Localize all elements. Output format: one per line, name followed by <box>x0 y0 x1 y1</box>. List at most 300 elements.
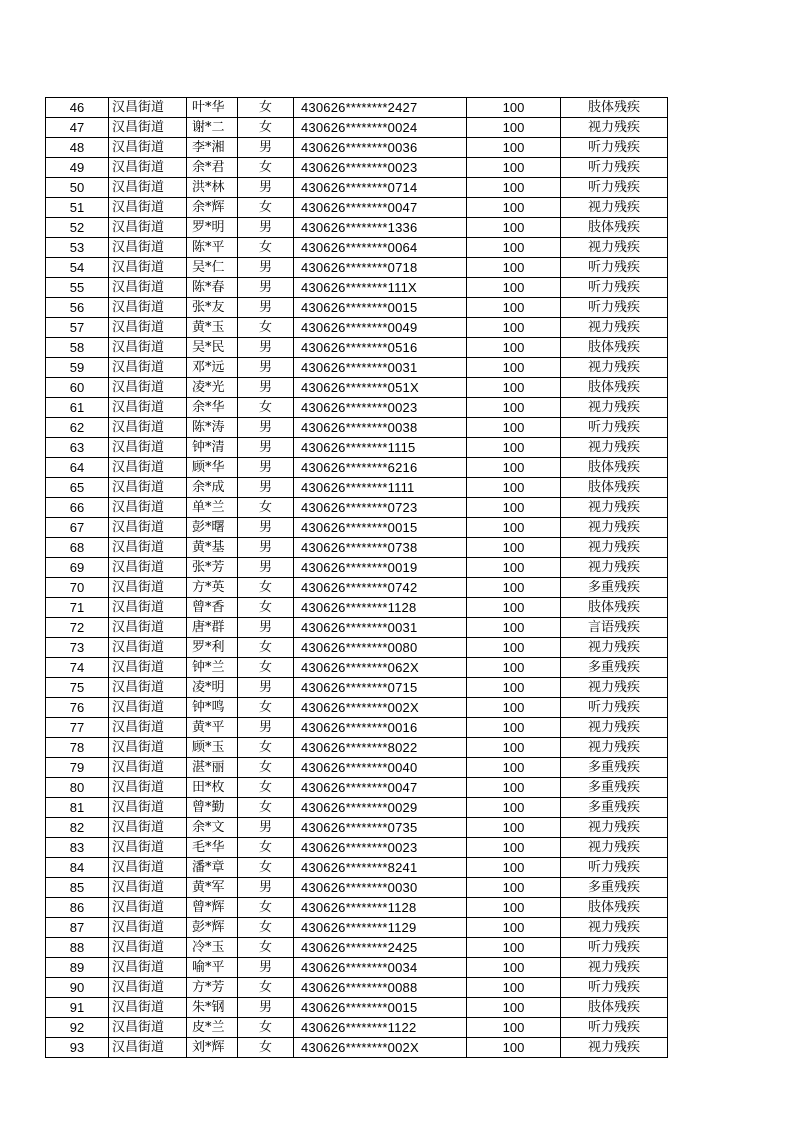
id-number-cell: 430626********0080 <box>294 638 467 658</box>
name-cell: 凌*明 <box>187 678 238 698</box>
gender-cell: 男 <box>238 218 294 238</box>
table-row <box>46 98 668 118</box>
row-number-cell: 83 <box>46 838 109 858</box>
disability-type-cell: 视力残疾 <box>561 818 668 838</box>
gender-cell: 女 <box>238 838 294 858</box>
name-cell: 钟*兰 <box>187 658 238 678</box>
id-number-cell: 430626********0040 <box>294 758 467 778</box>
name-cell: 单*兰 <box>187 498 238 518</box>
amount-cell: 100 <box>467 678 561 698</box>
id-number-cell: 430626********002X <box>294 698 467 718</box>
name-cell: 顾*华 <box>187 458 238 478</box>
row-number-cell: 84 <box>46 858 109 878</box>
amount-cell: 100 <box>467 698 561 718</box>
gender-cell: 男 <box>238 458 294 478</box>
disability-type-cell: 肢体残疾 <box>561 338 668 358</box>
gender-cell: 女 <box>238 1018 294 1038</box>
row-number-cell: 72 <box>46 618 109 638</box>
name-cell: 喻*平 <box>187 958 238 978</box>
row-number-cell: 59 <box>46 358 109 378</box>
gender-cell: 男 <box>238 138 294 158</box>
id-number-cell: 430626********1336 <box>294 218 467 238</box>
row-number-cell: 80 <box>46 778 109 798</box>
amount-cell: 100 <box>467 778 561 798</box>
id-number-cell: 430626********0718 <box>294 258 467 278</box>
disability-type-cell: 视力残疾 <box>561 198 668 218</box>
table-row <box>46 218 668 238</box>
id-number-cell: 430626********0049 <box>294 318 467 338</box>
amount-cell: 100 <box>467 878 561 898</box>
table-row <box>46 238 668 258</box>
disability-type-cell: 听力残疾 <box>561 858 668 878</box>
table-row <box>46 518 668 538</box>
id-number-cell: 430626********0036 <box>294 138 467 158</box>
row-number-cell: 54 <box>46 258 109 278</box>
amount-cell: 100 <box>467 158 561 178</box>
gender-cell: 女 <box>238 158 294 178</box>
name-cell: 毛*华 <box>187 838 238 858</box>
gender-cell: 男 <box>238 418 294 438</box>
name-cell: 余*文 <box>187 818 238 838</box>
street-cell: 汉昌街道 <box>109 678 187 698</box>
disability-type-cell: 肢体残疾 <box>561 898 668 918</box>
name-cell: 邓*远 <box>187 358 238 378</box>
disability-type-cell: 视力残疾 <box>561 678 668 698</box>
name-cell: 陈*平 <box>187 238 238 258</box>
name-cell: 凌*光 <box>187 378 238 398</box>
table-row <box>46 778 668 798</box>
row-number-cell: 79 <box>46 758 109 778</box>
table-row <box>46 598 668 618</box>
name-cell: 洪*林 <box>187 178 238 198</box>
table-row <box>46 558 668 578</box>
name-cell: 刘*辉 <box>187 1038 238 1058</box>
street-cell: 汉昌街道 <box>109 518 187 538</box>
street-cell: 汉昌街道 <box>109 238 187 258</box>
street-cell: 汉昌街道 <box>109 838 187 858</box>
row-number-cell: 48 <box>46 138 109 158</box>
id-number-cell: 430626********0024 <box>294 118 467 138</box>
street-cell: 汉昌街道 <box>109 698 187 718</box>
street-cell: 汉昌街道 <box>109 578 187 598</box>
id-number-cell: 430626********0714 <box>294 178 467 198</box>
amount-cell: 100 <box>467 338 561 358</box>
disability-type-cell: 视力残疾 <box>561 538 668 558</box>
street-cell: 汉昌街道 <box>109 278 187 298</box>
gender-cell: 男 <box>238 718 294 738</box>
disability-type-cell: 多重残疾 <box>561 658 668 678</box>
id-number-cell: 430626********0738 <box>294 538 467 558</box>
amount-cell: 100 <box>467 178 561 198</box>
id-number-cell: 430626********0015 <box>294 998 467 1018</box>
disability-type-cell: 肢体残疾 <box>561 218 668 238</box>
street-cell: 汉昌街道 <box>109 138 187 158</box>
name-cell: 方*英 <box>187 578 238 598</box>
disability-type-cell: 视力残疾 <box>561 1038 668 1058</box>
gender-cell: 女 <box>238 238 294 258</box>
row-number-cell: 47 <box>46 118 109 138</box>
table-row <box>46 918 668 938</box>
table-row <box>46 438 668 458</box>
amount-cell: 100 <box>467 218 561 238</box>
table-row <box>46 458 668 478</box>
table-row <box>46 118 668 138</box>
gender-cell: 女 <box>238 938 294 958</box>
street-cell: 汉昌街道 <box>109 418 187 438</box>
table-row <box>46 278 668 298</box>
row-number-cell: 89 <box>46 958 109 978</box>
name-cell: 吴*仁 <box>187 258 238 278</box>
table-row <box>46 838 668 858</box>
table-row <box>46 718 668 738</box>
amount-cell: 100 <box>467 418 561 438</box>
gender-cell: 女 <box>238 118 294 138</box>
street-cell: 汉昌街道 <box>109 178 187 198</box>
row-number-cell: 60 <box>46 378 109 398</box>
gender-cell: 男 <box>238 178 294 198</box>
row-number-cell: 73 <box>46 638 109 658</box>
amount-cell: 100 <box>467 318 561 338</box>
name-cell: 黄*基 <box>187 538 238 558</box>
id-number-cell: 430626********8241 <box>294 858 467 878</box>
disability-type-cell: 听力残疾 <box>561 158 668 178</box>
row-number-cell: 68 <box>46 538 109 558</box>
id-number-cell: 430626********0735 <box>294 818 467 838</box>
id-number-cell: 430626********0031 <box>294 358 467 378</box>
table-row <box>46 198 668 218</box>
gender-cell: 男 <box>238 618 294 638</box>
disability-type-cell: 听力残疾 <box>561 298 668 318</box>
street-cell: 汉昌街道 <box>109 898 187 918</box>
id-number-cell: 430626********0029 <box>294 798 467 818</box>
street-cell: 汉昌街道 <box>109 758 187 778</box>
row-number-cell: 63 <box>46 438 109 458</box>
disability-type-cell: 视力残疾 <box>561 838 668 858</box>
street-cell: 汉昌街道 <box>109 218 187 238</box>
street-cell: 汉昌街道 <box>109 438 187 458</box>
row-number-cell: 87 <box>46 918 109 938</box>
amount-cell: 100 <box>467 798 561 818</box>
street-cell: 汉昌街道 <box>109 858 187 878</box>
amount-cell: 100 <box>467 618 561 638</box>
gender-cell: 男 <box>238 878 294 898</box>
row-number-cell: 76 <box>46 698 109 718</box>
disability-type-cell: 视力残疾 <box>561 498 668 518</box>
row-number-cell: 46 <box>46 98 109 118</box>
id-number-cell: 430626********1122 <box>294 1018 467 1038</box>
amount-cell: 100 <box>467 1018 561 1038</box>
table-row <box>46 498 668 518</box>
street-cell: 汉昌街道 <box>109 738 187 758</box>
amount-cell: 100 <box>467 478 561 498</box>
amount-cell: 100 <box>467 998 561 1018</box>
name-cell: 余*辉 <box>187 198 238 218</box>
street-cell: 汉昌街道 <box>109 978 187 998</box>
row-number-cell: 66 <box>46 498 109 518</box>
street-cell: 汉昌街道 <box>109 818 187 838</box>
id-number-cell: 430626********0023 <box>294 158 467 178</box>
table-row <box>46 938 668 958</box>
row-number-cell: 86 <box>46 898 109 918</box>
gender-cell: 男 <box>238 478 294 498</box>
name-cell: 谢*二 <box>187 118 238 138</box>
row-number-cell: 51 <box>46 198 109 218</box>
table-row <box>46 318 668 338</box>
row-number-cell: 56 <box>46 298 109 318</box>
table-row <box>46 338 668 358</box>
table-row <box>46 738 668 758</box>
table-row <box>46 138 668 158</box>
disability-type-cell: 视力残疾 <box>561 118 668 138</box>
name-cell: 余*华 <box>187 398 238 418</box>
row-number-cell: 52 <box>46 218 109 238</box>
disability-type-cell: 视力残疾 <box>561 318 668 338</box>
amount-cell: 100 <box>467 398 561 418</box>
street-cell: 汉昌街道 <box>109 998 187 1018</box>
row-number-cell: 75 <box>46 678 109 698</box>
id-number-cell: 430626********6216 <box>294 458 467 478</box>
row-number-cell: 49 <box>46 158 109 178</box>
disability-type-cell: 视力残疾 <box>561 438 668 458</box>
amount-cell: 100 <box>467 458 561 478</box>
table-row <box>46 758 668 778</box>
street-cell: 汉昌街道 <box>109 358 187 378</box>
id-number-cell: 430626********0038 <box>294 418 467 438</box>
disability-type-cell: 肢体残疾 <box>561 598 668 618</box>
gender-cell: 男 <box>238 958 294 978</box>
disability-type-cell: 肢体残疾 <box>561 458 668 478</box>
amount-cell: 100 <box>467 138 561 158</box>
amount-cell: 100 <box>467 98 561 118</box>
gender-cell: 男 <box>238 518 294 538</box>
disability-type-cell: 听力残疾 <box>561 978 668 998</box>
row-number-cell: 74 <box>46 658 109 678</box>
name-cell: 张*芳 <box>187 558 238 578</box>
gender-cell: 女 <box>238 398 294 418</box>
name-cell: 曾*勤 <box>187 798 238 818</box>
amount-cell: 100 <box>467 658 561 678</box>
amount-cell: 100 <box>467 858 561 878</box>
disability-type-cell: 肢体残疾 <box>561 378 668 398</box>
name-cell: 黄*玉 <box>187 318 238 338</box>
row-number-cell: 91 <box>46 998 109 1018</box>
gender-cell: 男 <box>238 338 294 358</box>
table-row <box>46 978 668 998</box>
disability-type-cell: 视力残疾 <box>561 398 668 418</box>
table-row <box>46 878 668 898</box>
disability-type-cell: 听力残疾 <box>561 258 668 278</box>
gender-cell: 女 <box>238 758 294 778</box>
street-cell: 汉昌街道 <box>109 798 187 818</box>
name-cell: 吴*民 <box>187 338 238 358</box>
disability-type-cell: 视力残疾 <box>561 638 668 658</box>
gender-cell: 女 <box>238 698 294 718</box>
table-row <box>46 538 668 558</box>
name-cell: 曾*香 <box>187 598 238 618</box>
amount-cell: 100 <box>467 278 561 298</box>
street-cell: 汉昌街道 <box>109 538 187 558</box>
id-number-cell: 430626********0047 <box>294 778 467 798</box>
street-cell: 汉昌街道 <box>109 718 187 738</box>
id-number-cell: 430626********0023 <box>294 398 467 418</box>
amount-cell: 100 <box>467 918 561 938</box>
row-number-cell: 50 <box>46 178 109 198</box>
name-cell: 钟*鸣 <box>187 698 238 718</box>
table-row <box>46 258 668 278</box>
gender-cell: 女 <box>238 978 294 998</box>
gender-cell: 女 <box>238 858 294 878</box>
name-cell: 顾*玉 <box>187 738 238 758</box>
gender-cell: 男 <box>238 378 294 398</box>
amount-cell: 100 <box>467 978 561 998</box>
id-number-cell: 430626********0715 <box>294 678 467 698</box>
street-cell: 汉昌街道 <box>109 558 187 578</box>
row-number-cell: 93 <box>46 1038 109 1058</box>
gender-cell: 女 <box>238 798 294 818</box>
disability-type-cell: 听力残疾 <box>561 938 668 958</box>
gender-cell: 女 <box>238 598 294 618</box>
gender-cell: 男 <box>238 278 294 298</box>
amount-cell: 100 <box>467 578 561 598</box>
amount-cell: 100 <box>467 818 561 838</box>
amount-cell: 100 <box>467 898 561 918</box>
row-number-cell: 88 <box>46 938 109 958</box>
name-cell: 朱*钢 <box>187 998 238 1018</box>
table-row <box>46 1038 668 1058</box>
row-number-cell: 69 <box>46 558 109 578</box>
id-number-cell: 430626********0030 <box>294 878 467 898</box>
table-row <box>46 698 668 718</box>
name-cell: 彭*曙 <box>187 518 238 538</box>
disability-type-cell: 多重残疾 <box>561 878 668 898</box>
gender-cell: 男 <box>238 258 294 278</box>
name-cell: 黄*平 <box>187 718 238 738</box>
row-number-cell: 62 <box>46 418 109 438</box>
amount-cell: 100 <box>467 518 561 538</box>
table-row <box>46 898 668 918</box>
table-row <box>46 158 668 178</box>
id-number-cell: 430626********0064 <box>294 238 467 258</box>
street-cell: 汉昌街道 <box>109 938 187 958</box>
id-number-cell: 430626********0023 <box>294 838 467 858</box>
table-row <box>46 358 668 378</box>
id-number-cell: 430626********0516 <box>294 338 467 358</box>
row-number-cell: 85 <box>46 878 109 898</box>
disability-type-cell: 肢体残疾 <box>561 998 668 1018</box>
street-cell: 汉昌街道 <box>109 258 187 278</box>
amount-cell: 100 <box>467 638 561 658</box>
street-cell: 汉昌街道 <box>109 878 187 898</box>
row-number-cell: 81 <box>46 798 109 818</box>
id-number-cell: 430626********2425 <box>294 938 467 958</box>
table-row <box>46 638 668 658</box>
name-cell: 余*成 <box>187 478 238 498</box>
street-cell: 汉昌街道 <box>109 318 187 338</box>
street-cell: 汉昌街道 <box>109 198 187 218</box>
name-cell: 叶*华 <box>187 98 238 118</box>
id-number-cell: 430626********0034 <box>294 958 467 978</box>
gender-cell: 女 <box>238 658 294 678</box>
disability-type-cell: 视力残疾 <box>561 738 668 758</box>
roster-body <box>46 98 668 1058</box>
id-number-cell: 430626********1129 <box>294 918 467 938</box>
id-number-cell: 430626********111X <box>294 278 467 298</box>
id-number-cell: 430626********1115 <box>294 438 467 458</box>
name-cell: 方*芳 <box>187 978 238 998</box>
table-row <box>46 798 668 818</box>
id-number-cell: 430626********1111 <box>294 478 467 498</box>
id-number-cell: 430626********0016 <box>294 718 467 738</box>
gender-cell: 男 <box>238 538 294 558</box>
id-number-cell: 430626********0088 <box>294 978 467 998</box>
name-cell: 余*君 <box>187 158 238 178</box>
table-row <box>46 818 668 838</box>
disability-type-cell: 听力残疾 <box>561 138 668 158</box>
gender-cell: 女 <box>238 498 294 518</box>
amount-cell: 100 <box>467 558 561 578</box>
id-number-cell: 430626********0019 <box>294 558 467 578</box>
disability-type-cell: 视力残疾 <box>561 558 668 578</box>
row-number-cell: 78 <box>46 738 109 758</box>
disability-type-cell: 视力残疾 <box>561 358 668 378</box>
id-number-cell: 430626********0015 <box>294 518 467 538</box>
street-cell: 汉昌街道 <box>109 778 187 798</box>
gender-cell: 女 <box>238 738 294 758</box>
amount-cell: 100 <box>467 718 561 738</box>
disability-type-cell: 多重残疾 <box>561 778 668 798</box>
street-cell: 汉昌街道 <box>109 1038 187 1058</box>
amount-cell: 100 <box>467 258 561 278</box>
street-cell: 汉昌街道 <box>109 958 187 978</box>
table-row <box>46 478 668 498</box>
gender-cell: 男 <box>238 558 294 578</box>
disability-type-cell: 视力残疾 <box>561 918 668 938</box>
amount-cell: 100 <box>467 758 561 778</box>
disability-type-cell: 多重残疾 <box>561 798 668 818</box>
amount-cell: 100 <box>467 438 561 458</box>
row-number-cell: 64 <box>46 458 109 478</box>
amount-cell: 100 <box>467 378 561 398</box>
disability-type-cell: 多重残疾 <box>561 758 668 778</box>
table-row <box>46 298 668 318</box>
street-cell: 汉昌街道 <box>109 1018 187 1038</box>
table-row <box>46 378 668 398</box>
gender-cell: 男 <box>238 298 294 318</box>
name-cell: 李*湘 <box>187 138 238 158</box>
row-number-cell: 70 <box>46 578 109 598</box>
disability-type-cell: 听力残疾 <box>561 1018 668 1038</box>
id-number-cell: 430626********002X <box>294 1038 467 1058</box>
disability-type-cell: 视力残疾 <box>561 718 668 738</box>
street-cell: 汉昌街道 <box>109 98 187 118</box>
disability-type-cell: 肢体残疾 <box>561 478 668 498</box>
table-row <box>46 418 668 438</box>
row-number-cell: 67 <box>46 518 109 538</box>
street-cell: 汉昌街道 <box>109 378 187 398</box>
roster-table <box>45 97 668 1058</box>
disability-type-cell: 视力残疾 <box>561 958 668 978</box>
name-cell: 钟*清 <box>187 438 238 458</box>
street-cell: 汉昌街道 <box>109 338 187 358</box>
id-number-cell: 430626********0015 <box>294 298 467 318</box>
row-number-cell: 61 <box>46 398 109 418</box>
gender-cell: 男 <box>238 438 294 458</box>
table-row <box>46 678 668 698</box>
id-number-cell: 430626********1128 <box>294 598 467 618</box>
disability-type-cell: 听力残疾 <box>561 278 668 298</box>
row-number-cell: 90 <box>46 978 109 998</box>
street-cell: 汉昌街道 <box>109 498 187 518</box>
